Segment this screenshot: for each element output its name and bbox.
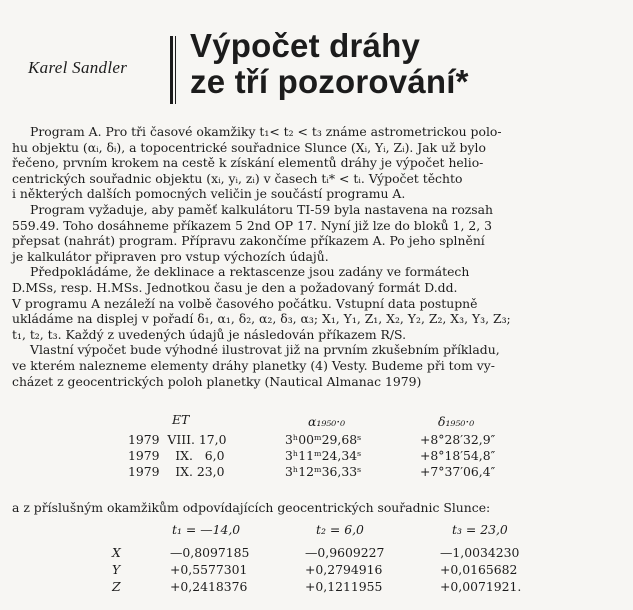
paragraph-2 (12, 202, 622, 264)
text-line: řečeno, prvním krokem na cestě k získání elementů dráhy je výpočet helio- (12, 155, 484, 171)
author-name: Karel Sandler (28, 58, 128, 77)
sun-header-t2: t₂ = 6,0 (316, 522, 364, 537)
sun-row-y-label: Y (112, 562, 121, 577)
text-line: ukládáme na displej v pořadí δ₁, α₁, δ₂, α₂, δ₃, α₃; X₁, Y₁, Z₁, X₂, Y₂, Z₂, X₃, Y₃, Z₃; (12, 311, 511, 327)
text-line: hu objektu (αᵢ, δᵢ), a topocentrické souřadnice Slunce (Xᵢ, Yᵢ, Zᵢ). Jak už bylo (12, 139, 486, 155)
sun-row-x-v3: —1,0034230 (440, 545, 520, 560)
text-line: Program A. Pro tři časové okamžiky t₁< t₂ < t₃ známe astrometrickou polo- (30, 124, 502, 139)
title-divider-thin (175, 36, 176, 104)
title-line-2: ze tří pozorování* (190, 63, 469, 100)
paragraph-4 (12, 342, 622, 389)
obs-header-alpha: α₁₉₅₀·₀ (308, 414, 346, 429)
obs-row-3-date: 1979 IX. 23,0 (128, 464, 225, 479)
text-line: cházet z geocentrických poloh planetky (Nautical Almanac 1979) (12, 373, 422, 389)
text-line: Vlastní výpočet bude výhodné ilustrovat již na prvním zkušebním příkladu, (30, 342, 500, 358)
obs-row-1-alpha: 3ʰ00ᵐ29,68ˢ (285, 432, 362, 447)
obs-header-et: ET (172, 412, 190, 427)
sun-row-y-v2: +0,2794916 (305, 562, 383, 577)
obs-header-delta: δ₁₉₅₀·₀ (438, 414, 475, 429)
text-line: centrických souřadnic objektu (xᵢ, yᵢ, zᵢ) v časech tᵢ* < tᵢ. Výpočet těchto (12, 170, 463, 186)
article-title (190, 28, 469, 100)
text-line: Předpokládáme, že deklinace a rektascenze jsou zadány ve formátech (30, 264, 470, 280)
sun-row-y-v1: +0,5577301 (170, 562, 248, 577)
paragraph-1 (12, 124, 622, 202)
sun-row-z-v1: +0,2418376 (170, 579, 248, 594)
article-body (12, 124, 622, 389)
text-line: V programu A nezáleží na volbě časového počátku. Vstupní data postupně (12, 295, 478, 311)
title-divider-thick (170, 36, 173, 104)
sun-row-x-v2: —0,9609227 (305, 545, 385, 560)
text-line: 559.49. Toho dosáhneme příkazem 5 2nd OP 17. Nyní již lze do bloků 1, 2, 3 (12, 217, 492, 233)
text-line: přepsat (nahrát) program. Přípravu zakončíme příkazem A. Po jeho splnění (12, 233, 485, 249)
obs-row-3-alpha: 3ʰ12ᵐ36,33ˢ (285, 464, 362, 479)
obs-row-2-date: 1979 IX. 6,0 (128, 448, 225, 463)
sun-row-z-v3: +0,0071921. (440, 579, 522, 594)
sun-intro-text (12, 500, 490, 515)
sun-header-t1: t₁ = —14,0 (172, 522, 241, 537)
obs-row-1-delta: +8°28′32,9″ (420, 432, 496, 447)
sun-row-y-v3: +0,0165682 (440, 562, 518, 577)
text-line: t₁, t₂, t₃. Každý z uvedených údajů je následován příkazem R/S. (12, 326, 407, 342)
sun-row-x-label: X (112, 545, 121, 560)
obs-row-2-delta: +8°18′54,8″ (420, 448, 496, 463)
text-line: je kalkulátor připraven pro vstup výchozích údajů. (12, 248, 329, 264)
text-line: Program vyžaduje, aby paměť kalkulátoru TI-59 byla nastavena na rozsah (30, 201, 494, 217)
sun-header-t3: t₃ = 23,0 (452, 522, 508, 537)
sun-row-z-label: Z (112, 579, 121, 594)
obs-row-3-delta: +7°37′06,4″ (420, 464, 496, 479)
sun-row-x-v1: —0,8097185 (170, 545, 250, 560)
sun-row-z-v2: +0,1211955 (305, 579, 383, 594)
obs-row-1-date: 1979 VIII. 17,0 (128, 432, 227, 447)
paragraph-3 (12, 264, 622, 342)
sun-intro-line: a z příslušným okamžikům odpovídajících geocentrických souřadnic Slunce: (12, 500, 491, 515)
text-line: D.MSs, resp. H.MSs. Jednotkou času je den a požadovaný formát D.dd. (12, 279, 458, 295)
text-line: i některých dalších pomocných veličin je součástí programu A. (12, 186, 406, 202)
article-header (0, 0, 633, 120)
title-line-1: Výpočet dráhy (190, 27, 421, 64)
text-line: ve kterém nalezneme elementy dráhy planetky (4) Vesty. Budeme při tom vy- (12, 357, 495, 373)
obs-row-2-alpha: 3ʰ11ᵐ24,34ˢ (285, 448, 362, 463)
